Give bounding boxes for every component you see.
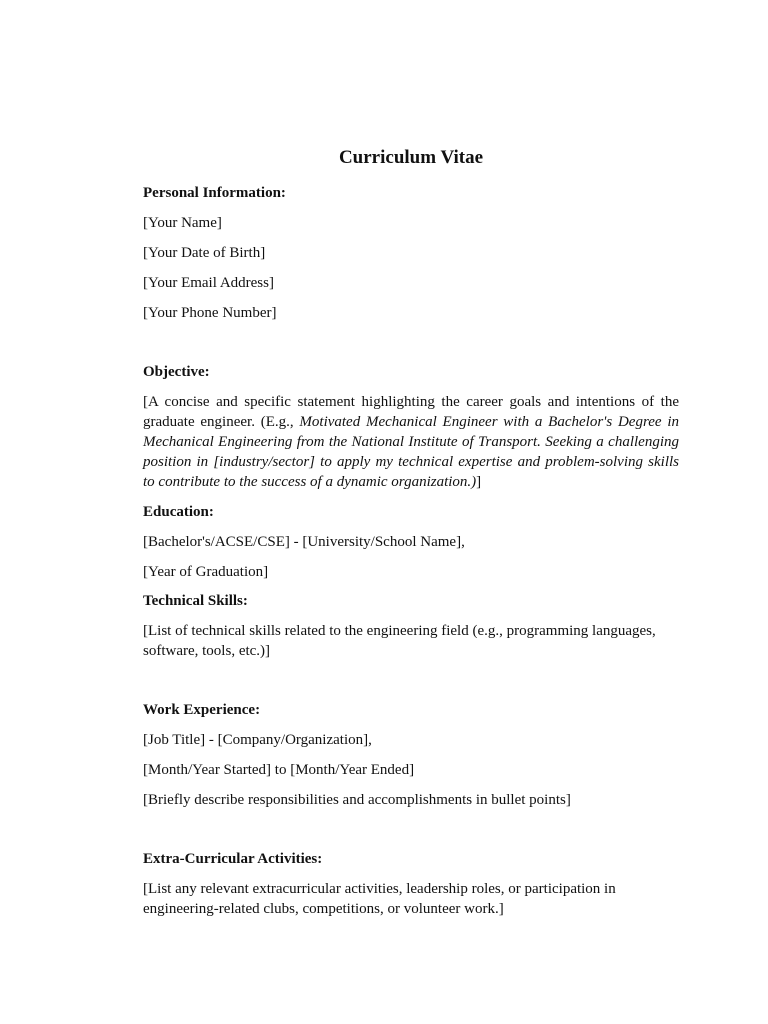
technical-skills-heading: Technical Skills:: [143, 593, 248, 609]
work-job-title: [Job Title] - [Company/Organization],: [143, 732, 372, 748]
work-experience-heading: Work Experience:: [143, 702, 261, 718]
document-title: Curriculum Vitae: [338, 147, 484, 168]
objective-close: ]: [476, 474, 482, 490]
phone-field: [Your Phone Number]: [143, 305, 277, 321]
extra-curricular-text: [List any relevant extracurricular activities, leadership roles, or participation in engineering-related clubs, competitions, or volunteer work.]: [143, 881, 616, 917]
education-year: [Year of Graduation]: [143, 564, 269, 580]
education-heading: Education:: [143, 504, 214, 520]
objective-example: Motivated Mechanical Engineer with a Bachelor's Degree in Mechanical Engineering from the National Institute of Transport. Seeking a challenging position in [industry/sector] to apply my technical expertise and problem-solving skills to contribute to the success of a dynamic organization.): [143, 414, 679, 490]
objective-intro: [A concise and specific statement highlighting the career goals and intentions of the graduate engineer. (E.g.,: [143, 394, 679, 430]
work-description: [Briefly describe responsibilities and accomplishments in bullet points]: [143, 792, 571, 808]
objective-paragraph: [143, 392, 679, 492]
name-field: [Your Name]: [143, 215, 222, 231]
technical-skills-text: [List of technical skills related to the engineering field (e.g., programming languages, software, tools, etc.)]: [143, 623, 656, 659]
cv-document: [143, 145, 679, 919]
email-field: [Your Email Address]: [143, 275, 274, 291]
education-degree: [Bachelor's/ACSE/CSE] - [University/School Name],: [143, 534, 465, 550]
personal-information-heading: Personal Information:: [143, 185, 286, 201]
objective-heading: Objective:: [143, 364, 210, 380]
extra-curricular-heading: Extra-Curricular Activities:: [143, 851, 323, 867]
date-of-birth-field: [Your Date of Birth]: [143, 245, 266, 261]
work-dates: [Month/Year Started] to [Month/Year Ended]: [143, 762, 415, 778]
